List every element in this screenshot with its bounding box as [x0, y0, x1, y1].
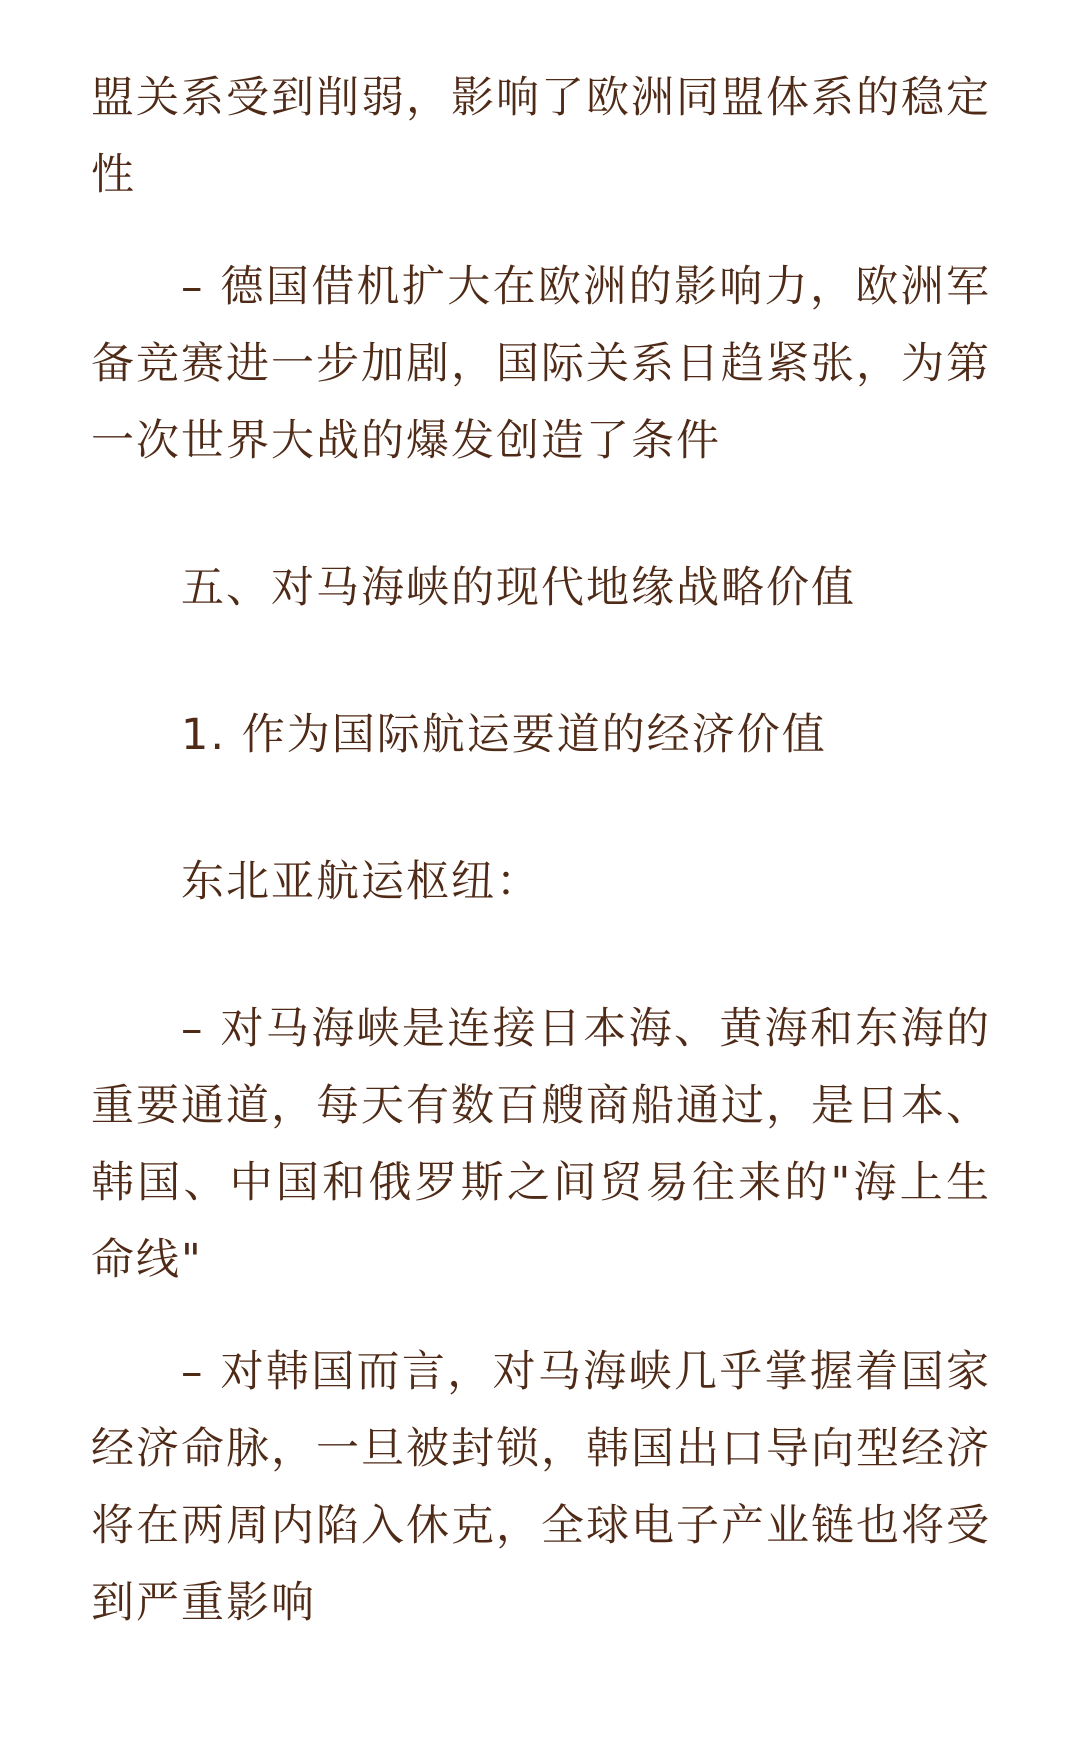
paragraph-alliance-stability: 盟关系受到削弱，影响了欧洲同盟体系的稳定性: [91, 73, 991, 200]
section-heading-five: 五、对马海峡的现代地缘战略价值: [181, 563, 856, 613]
subheading-economic-value: 1. 作为国际航运要道的经济价值: [181, 710, 827, 760]
subheading-shipping-hub: 东北亚航运枢纽：: [181, 857, 541, 907]
paragraph-shipping-lifeline: – 对马海峡是连接日本海、黄海和东海的重要通道，每天有数百艘商船通过，是日本、韩国、中国和俄罗斯之间贸易往来的"海上生命线": [91, 1004, 991, 1285]
paragraph-germany-influence: – 德国借机扩大在欧洲的影响力，欧洲军备竞赛进一步加剧，国际关系日趋紧张，为第一次世界大战的爆发创造了条件: [91, 262, 991, 466]
paragraph-korea-economy: – 对韩国而言，对马海峡几乎掌握着国家经济命脉，一旦被封锁，韩国出口导向型经济将在两周内陷入休克，全球电子产业链也将受到严重影响: [91, 1347, 991, 1628]
article-body: [91, 60, 991, 1642]
